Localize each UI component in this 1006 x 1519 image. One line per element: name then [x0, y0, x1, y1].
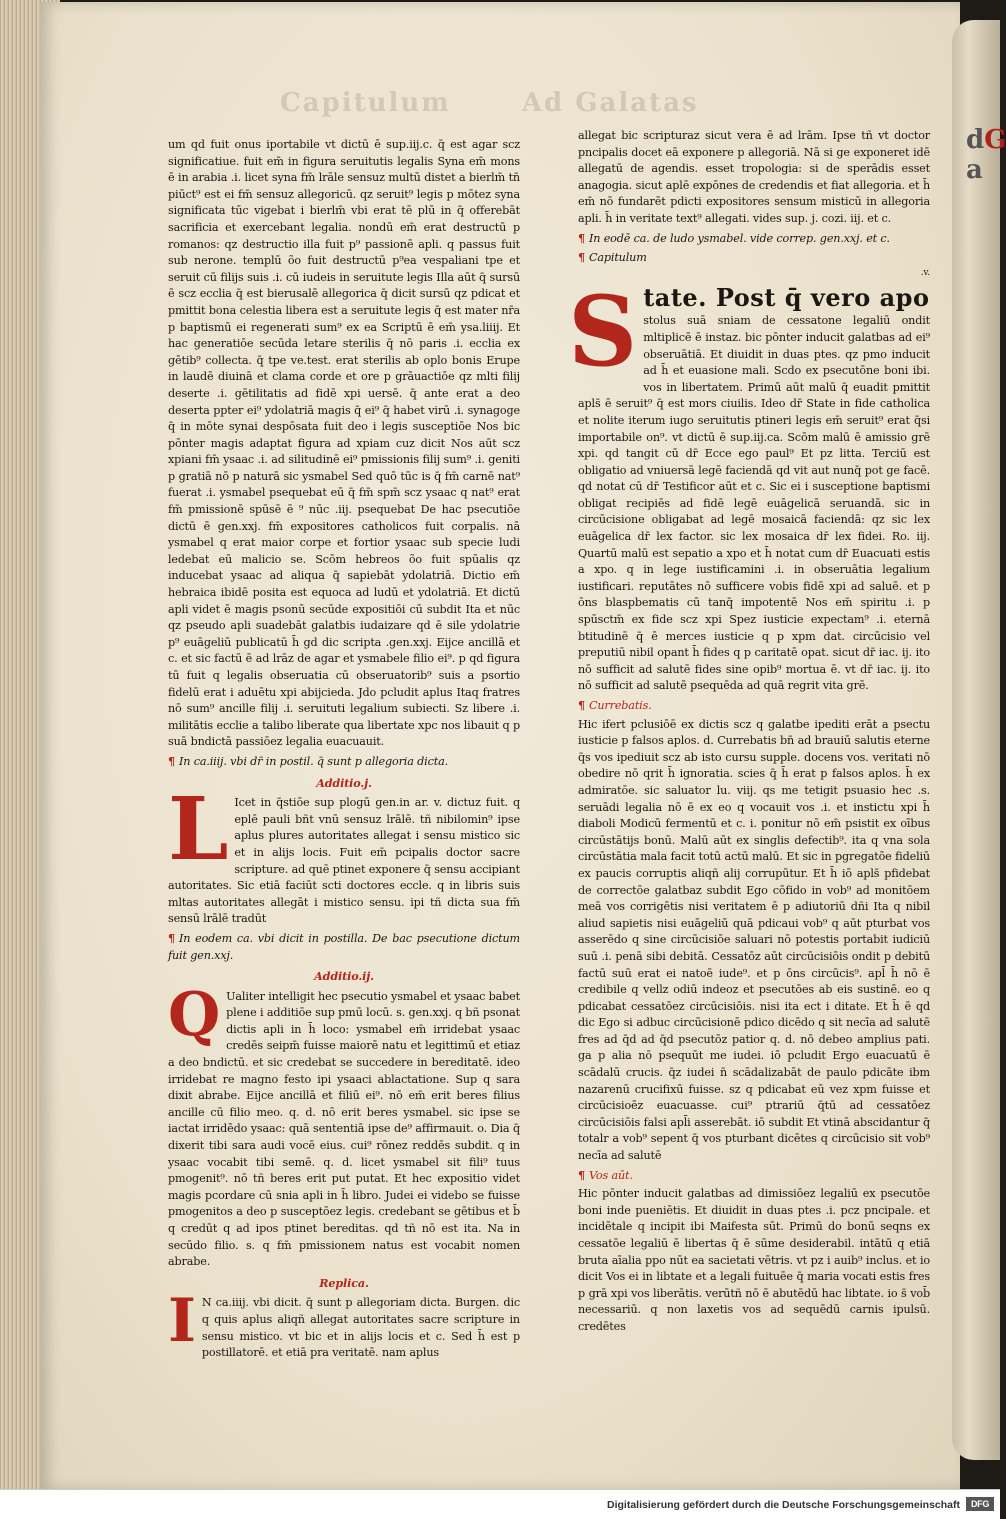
paragraph-mark-icon: ¶	[578, 1167, 585, 1182]
right-paragraph-3: Hic ifert pclusiōē ex dictis scz q galatbe ipediti erāt a psectu iusticie p falsos aplos. d. Currebatis bn̄ ad brauiū salutis eterne q̄s vos ipediuit scz ab isto cursu supple. docens vos. veritati nō obedire nō qrit h̄ ignoratia. scies q̄ h̄ erat p falsos aplos. h̄ ex admiratōe. sic saluator lu. viij. qs me tetigit psuasio hec .s. seruādi legalia nō ē ex eo q vocauit vos .i. et instictu xpi h̄ diaboli Modicū fermentū et c. i. ponitur nō em̄ psistit ex oībus circūstātijs bonū. Malū aūt ex singlis defectib⁹. ita q vna sola circūstātia mala facit totū actū malū. Et sic in pgregatōe fideliū ex paucis corruptis aliqñ alij corrupūtur. Et h̄ iō apls̄ pfidebat de correctōe galatbaz subdit Ego cōfido in vob⁹ ad monitōem meā vos corrigētis nisi veritatem ē p adiutoriū dñi Ita q nibil aliud sapietis nisi euāgeliū quā pdicaui vob⁹ q aūt pturbat vos asserēdo q sine circūcisiōe saluari nō potestis portabit iudiciū suū .i. penā sibi debitā. Cessatōz aūt circūcisiōis ondit p debitū factū suū erat ei natoē iude⁹. et p ōns circūcis⁹. apl̄ h̄ nō ē credibile q vellz odiū indeoz et psecutōes ab eis sustinē. eo q pdicabat cessatōez circūcisiōis. nisi ita ect i ditate. Et h̄ ē qd dic Ego si adbuc circūcisionē pdico dicēdo q sit necīa ad salutē fres ad q̄d ad q̄d psecutōz patior q. d. nō debeo amplius pati. ga p alia nō psequūt me iudei. iō pcludit Ergo euacuatū ē scādalū crucis. q̄z iudei n̄ scādalizabāt de paulo pdicāte ibm nazarenū crucifixū fuisse. sz q pdicabat eū vez xpm fuisse et circūcisioēz euacuasse. cui⁹ ptrariū q̄tū ad cessatōez circūcisiōis falsi apl̄i asserebāt. iō subdit Et vtinā abscidantur q̄ totalr a vob⁹ sepent q̄ vos pturbant dicētes q circūcisio sit vob⁹ necīa ad salutē	[578, 717, 930, 1163]
paragraph-mark-icon: ¶	[168, 753, 175, 768]
show-through-header	[280, 88, 900, 118]
right-vos-autem: ¶ Vos aūt.	[578, 1167, 633, 1182]
paragraph-mark-icon: ¶	[168, 930, 175, 945]
initial-letter-q: Q	[168, 979, 221, 1050]
chapter-heading: ¶ Capitulum .v.	[578, 249, 930, 281]
show-through-left: Capitulum	[280, 88, 451, 118]
initial-letter-l: L	[168, 779, 229, 881]
next-page-edge	[952, 20, 1006, 1460]
right-rubric-1: ¶ In eodē ca. de ludo ysmabel. vide correp. gen.xxj. et c.	[578, 230, 890, 245]
right-paragraph-4: Hic pōnter inducit galatbas ad dimissiōez legaliū ex psecutōe boni inde pueniētis. Et diuidit in duas ptes .i. pcz pncipale. et incidētale q incipit ibi Maifesta sūt. Primū do bonū seqns ex cessatōe legaliū ē libertas q̄ ē sūme desiderabil. intātū q etiā bruta aīalia ppo nūt ea sacietati vētris. vt pz i auib⁹ inclus. et io dicit Vos ei in libtate et a legali fuituēe q̄ maria vocati estis fres p grā xpi vos liberātis. verūtñ nō ē abutēdū hac libtate. io s̄ vob̄ necessariū. q non laxetis vos ad sequēdū carnis ipulsū. credētes	[578, 1187, 930, 1333]
initial-letter-i: I	[168, 1286, 196, 1357]
initial-letter-s: S	[568, 275, 638, 389]
paragraph-mark-icon: ¶	[578, 698, 585, 712]
left-column	[168, 137, 520, 1362]
footer-credit-text: Digitalisierung gefördert durch die Deutsche Forschungsgemeinschaft	[607, 1499, 960, 1511]
left-rubric-2: ¶ In eodem ca. vbi dicit in postilla. De bac psecutione dictum fuit gen.xxj.	[168, 930, 520, 962]
right-column	[568, 128, 930, 1336]
left-additio-1: Additio.j.	[316, 775, 372, 790]
paragraph-mark-icon: ¶	[578, 230, 585, 245]
show-through-right: Ad Galatas	[521, 88, 699, 118]
left-paragraph-4: N ca.iiij. vbi dicit. q̄ sunt p allegoriam dicta. Burgen. dic q quis aplus aliqñ allegat autoritates sacre scripture in sensu mistico. vt bic et in alijs locis et c. Sed h̄ est p postillatorē. et etiā pra veritatē. nam aplus	[201, 1296, 520, 1360]
right-currebatis: ¶ Currebatis.	[578, 698, 652, 712]
left-paragraph-1: um qd fuit onus iportabile vt dictū ē sup.iij.c. q̄ est agar scz significatiue. fuit em̄ in figura seruitutis legalis Syna em̄ mons ē in arabia .i. licet syna fm̄ lrāle sensuz multū distet a bierlm̄ tn̄ piūct⁹ est ei fm̄ sensuz allegoricū. qz seruit⁹ legis p mōtez syna significata tūc vigebat i bierlm̄ vbi erat tē plū in q̄ offerebāt sacrificia et exercebant legalia. nondū em̄ erat destructū p romanos: qz destructio illa fuit p⁹ passionē apli. q passus fuit sub nerone. templū õo fuit destructū p⁹ea vespaliani tpe et seruit cū filijs suis .i. cū iudeis in seruitute legis Illa aūt q̄ sursū ē scz ecclia q̄ est bierusalē allegorica q̄ dicit sursū qz pdicat et pmittit bona celestia libera est a seruitute legis q̄ est mater nr̄a p baptismū ei regenerati sum⁹ ex ea Scriptū ē em̄ ysa.liiij. Et hac generatiōe secūda letare sterilis q̄ nō paris .i. ecclia ex gētib⁹ collecta. q̄ tpe ve.test. erat sterilis ab oplo bonis Erupe in laudē diuinā et clama corde et ore p grāuactiōe qz mlti filij deserte .i. gētilitatis ad fidē xpi uersē. q̄ ante erat a deo deserta ppter ei⁹ ydolatriā magis q̄ ei⁹ q̄ habet virū .i. synagoge q̄ in mōte synai despōsata fuit deo i legis susceptiōe Nos bic pōnter magis adaptat figura ad xpiam cuz dicit Nos aūt scz xpiani fm̄ ysaac .i. ad silitudinē ei⁹ pmissionis filij sum⁹ .i. geniti p gratiā nō p naturā sic ysmabel Sed quō tūc is q̄ fm̄ carnē nat⁹ fuerat .i. ysmabel psequebat eū q̄ fm̄ spm̄ scz ysaac q nat⁹ erat fm̄ pmissionē spūsē ē ⁹ nūc .iij. psequebat De hac psecutiōe dictū ē gen.xxj. fm̄ expositores catholicos fuit corpalis. nā ysmabel q erat maior corpe et fortior ysaac sub specie ludi ledebat eū malicio se. Scōm hebreos õo fuit spūalis qz inducebat ysaac ad aliqua q̄ sapiebāt ydolatriā. Dictio em̄ hebraica ibidē posita est equoca ad ludū et ydolatriā. Et dictū apli videt ē magis psonū secūde expositiōi cū subdit Ita et nūc qz pseudo apli suadebāt galatbis iudaizare qd ē sile ydolatrie p⁹ euāgeliū publicatū h̄ gd dic scripta .gen.xxj. Eijce ancillā et c. et sic factū ē ad lrāz de agar et ysmabele filio ei⁹. p qd figura tū fuit q legalis obseruatia cū obseruatorib⁹ suis a psortio fidelū erat i aduētu xpi abijcieda. Jdo pcludit aplus Itaq fratres nō sum⁹ ancille filij .i. seruituti legalium subiecti. Sz libere .i. militātis ecclie a talibo liberate qua libertate xpc nos libauit q p suā bndictā passiōez legalia euacuauit.	[168, 138, 520, 749]
left-paragraph-2: Icet in q̄stiōe sup plogū gen.in ar. v. dictuz fuit. q eplē pauli bñt vnū sensuz lrālē. tñ nibilomin⁹ ipse aplus plures autoritates allegat i sensu mistico sic et in alijs locis. Fuit em̄ pcipalis doctor sacre scripture. ad quē ptinet exponere q̄ sensu accipiant autoritates. Sic etiā faciūt scti doctores eccle. q in libris suis mltas autoritates allegāt i mistico sensu. ipi tñ dicta sua fm̄ sensū lrālē tradūt	[168, 796, 520, 926]
chapter-number: .v.	[920, 267, 930, 278]
left-additio-2: Additio.ij.	[314, 969, 374, 984]
right-paragraph-1: allegat bic scripturaz sicut vera ē ad lrām. Ipse tñ vt doctor pncipalis docet eā exponere p allegoriā. Nā si ge exponeret idē allegatū de agendis. esset tropologia: si de sperādis esset anagogia. sicut aplē expōnes de credendis et fiat allegoria. et h̄ em̄ nō fundarēt pdicti expositores sensum misticū in allegoria apli. h̄ in veritate text⁹ allegati. vides sup. j. cozi. iij. et c.	[578, 129, 930, 225]
paragraph-mark-icon: ¶	[578, 250, 585, 265]
right-paragraph-2: stolus suā sniam de cessatone legaliū ondit mltiplicē ē instaz. bic pōnter inducit galatbas ad ei⁹ obseruātiā. Et diuidit in duas ptes. qz pmo inducit ad h̄ et euasione mali. Scdo ex psecutōne boni ibi. vos in libertatem. Primū aūt malū q̄ euadit pmittit apls̄ ē seruit⁹ q̄ est mors ciuilis. Ideo dr̄ State in fide catholica et nolite iterum iugo seruitutis ptineri legis em̄ seruit⁹ erat q̄si importabile on⁹. vt dictū ē sup.iij.ca. Scōm malū ē amissio grē xpi. qd tangit cū dr̄ Ecce ego paul⁹ Et pz litta. Terciū est obligatio ad vniuersā legē faciendā qd vit aut nunq̄ pot ge facē. qd notat cū dr̄ Testificor aūt et c. Sic ei i susceptione baptismi obligat recipiēs ad fidē legē euāgelicā seruandā. sic in circūcisione obligabat ad legē mosaicā faciendā: qz sic lex euāgelica dr̄ lex factor. sic lex mosaica dr̄ lex fidei. Ro. iij. Quartū malū est sepatio a xpo et h̄ notat cum dr̄ Euacuati estis a xpo. q in lege iustificamini .i. in obseruātia legalium iustificari. reputātes nō sufficere vobis fidē xpi ad saluē. et p ōns blaspbematis cū tanq̄ impotentē Nos em̄ spiritu .i. p spūsctm̄ ex fide scz xpi Spez iusticie expectam⁹ .i. eternā btitudinē q̄ ē merces iusticie q p xpm dat. circūcisio vel preputiū nibil opant h̄ fides q p caritatē opat. sicut dr̄ iac. ij. ito nō sufficit ad salutē fides sine opib⁹ mortua ē. vt dr̄ iac. ij. ito nō sufficit ad salutē psequēda ad quā regrit vita grē.	[578, 314, 930, 693]
left-rubric-1: ¶ In ca.iiij. vbi dr̄ in postil. q̄ sunt p allegoria dicta.	[168, 753, 448, 768]
left-replica: Replica.	[319, 1275, 369, 1290]
chapter-opening-line: tate. Post q̄ vero apo	[643, 283, 930, 313]
next-page-fragment: dG a	[966, 125, 1006, 185]
left-paragraph-3: Ualiter intelligit hec psecutio ysmabel et ysaac babet plene i additiōe sup pmū locū. s. gen.xxj. q bñ psonat dictis apli in h̄ loco: ysmabel em̄ irridebat ysaac credēs seipm̄ fuisse maiorē natu et legittimū et etiaz a deo bndictū. et sic credebat se succedere in bereditatē. ideo irridebat re magno festo ipi ysaaci ablactatione. Sup q sara dixit abrabe. Eijce ancillā et filiū ei⁹. nō em̄ erit beres filius ancille cū filio meo. q. d. nō erit beres ysmabel. sic ipse se iactat irridēdo ysaac: quā sententiā ipse de⁹ affirmauit. o. Dia q̄ dixerit tibi sara audi vocē eius. cui⁹ rōnez reddēs subdit. q in ysaac vocabit tibi semē. q. d. licet ysmabel sit fili⁹ tuus pmogenit⁹. nō tñ beres erit put putat. Et hec expositio videt magis pcordare cū snia apli in h̄ libro. Judei ei videbo se fuisse pmogenitos a deo p susceptōez legis. credebant se gētibus et b̄ q credūt q ad ipos ptinet bereditas. qd tñ nō est ita. Na in secūdo filio. s. q fm̄ pmissionem natus est vocabit nomen abrabe.	[168, 989, 520, 1269]
digitization-footer	[0, 1489, 1000, 1519]
dfg-logo-icon: DFG	[966, 1497, 994, 1511]
